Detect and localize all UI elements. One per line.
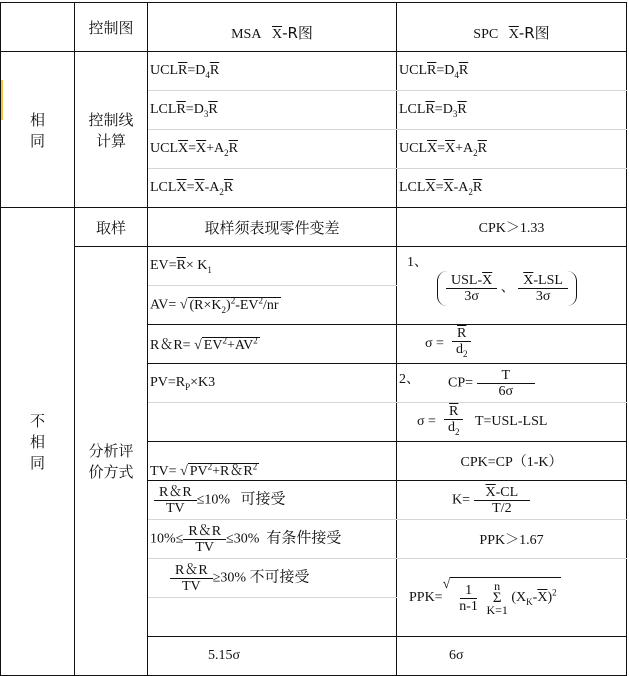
formula-part: 有条件接受 [266,528,342,547]
spc-label: SPC [473,26,499,42]
formula-part: K= [452,492,471,508]
header-spc [397,3,627,52]
msa-criterion-conditional [148,520,397,559]
spc-sigma-2 [397,403,627,442]
formula-part: - [532,590,538,606]
formula-part [183,524,226,555]
formula-part: EV= [150,257,177,273]
formula-part: T=USL-LSL [474,414,548,430]
formula-part: +A [206,140,225,156]
spc-k [397,481,627,520]
formula-part: -LSL [533,273,563,288]
formula-part: 1 [207,264,212,275]
msa-sampling: 取样须表现零件变差 [148,208,397,247]
formula-part: TV [166,500,185,516]
formula-part: $\overline{X}$ [425,179,436,195]
msa-criterion-unacceptable [148,559,397,598]
formula-part: ≥30% [212,570,247,586]
formula-part [202,337,260,353]
spc-cpk: CPK=CP（1-K） [397,442,627,481]
formula-part: =D [434,101,453,117]
formula-part: 2、 [399,371,420,387]
formula-part [486,580,507,616]
formula-part: $\overline{R}$ [444,404,463,420]
msa-lclx [148,169,397,208]
formula-part: 2 [222,335,227,346]
formula-part: $\overline{X}$ [194,179,205,195]
formula-part: d [455,342,463,358]
formula-part: 、 [500,280,515,296]
formula-part [518,273,568,304]
formula-part: $\overline{X}$ [485,484,496,500]
formula-part: /nr [263,297,279,313]
spc-lclr [397,91,627,130]
spc-sigma-1 [397,325,627,364]
formula-part: K=1 [486,603,508,617]
formula-part: T/2 [492,500,512,516]
formula-part: 1、 [407,255,428,270]
formula-part: LCL [150,101,177,117]
r-chart: -R图 [282,23,313,42]
msa-uclx [148,130,397,169]
formula-part: -EV [235,297,259,313]
msa-rr [148,325,397,364]
formula-part: $\overline{X}$ [196,140,207,156]
formula-part: +AV [226,338,254,353]
formula-part: 2 [253,335,258,346]
formula-part: = [435,179,444,195]
xbar: $\overline{X}$ [271,26,283,42]
formula-part: 3 [452,108,458,119]
formula-part: LCL [399,179,426,195]
formula-part: LCL [150,179,177,195]
formula-part: ≤30% [226,531,260,547]
formula-part: 2 [219,186,224,197]
formula-part: UCL [399,140,427,156]
formula-part: √ [442,577,451,592]
formula-part: Σ [492,590,502,606]
spc-ppk-criterion: PPK＞1.67 [397,520,627,559]
formula-part: √ [194,338,202,353]
formula-part: $\overline{X}$ [443,179,454,195]
formula-part: $\overline{R}$ [178,62,188,78]
formula-part: UCL [399,62,427,78]
formula-part: CP= [448,375,474,391]
formula-part: 6σ [498,383,514,399]
formula-part: $\overline{X}$ [482,273,493,288]
msa-uclr [148,52,397,91]
spc-sampling: CPK＞1.33 [397,208,627,247]
formula-part: K [526,597,533,608]
formula-part: $\overline{X}$ [176,179,187,195]
formula-part: ×K3 [190,374,216,390]
formula-part: 2 [230,295,236,306]
r-chart: -R图 [518,23,550,42]
formula-part: d [447,420,455,436]
formula-part: $\overline{R}$ [194,297,204,313]
formula-part: √ [180,464,188,479]
formula-part: 2 [207,461,213,472]
formula-part [446,273,497,304]
msa-lclr [148,91,397,130]
formula-part: 10%≤ [150,531,184,547]
formula-part: 3σ [464,289,479,304]
formula-part: EV [203,338,223,353]
formula-part: PPK= [409,590,443,606]
formula-part: $\overline{R}$ [176,257,186,273]
formula-part: PV=R [150,374,186,390]
formula-part: $\overline{R}$ [458,62,469,78]
formula-part: LCL [399,101,426,117]
formula-part: $\overline{R}$ [208,101,218,117]
msa-criterion-acceptable [148,481,397,520]
formula-part [188,297,281,313]
formula-part: $\overline{X}$ [178,140,189,156]
msa-spc-comparison-table [0,2,627,676]
formula-part: ≤10% [196,492,231,508]
formula-part: $\overline{R}$ [477,140,488,156]
formula-part: ) [226,297,231,313]
msa-av [148,286,397,325]
formula-part: 2 [454,426,460,437]
formula-part [451,342,473,362]
spc-method-1 [397,247,627,325]
formula-part: σ = [425,336,444,352]
formula-part: $\overline{X}$ [427,140,438,156]
formula-part: 2 [221,304,227,315]
formula-part: σ = [417,414,436,430]
formula-part: TV= [150,464,177,479]
formula-part: =D [187,62,206,78]
formula-part [450,577,560,618]
formula-part: ( [189,297,195,313]
msa-label: MSA [231,26,262,42]
formula-part [474,485,531,516]
sampling-label: 取样 [75,208,148,247]
formula-part: = [437,140,446,156]
formula-part: = [188,140,197,156]
formula-part: $\overline{R}$ [425,101,435,117]
formula-part: -A [453,179,469,195]
formula-part: $\overline{R}$ [452,326,471,342]
formula-part: +R＆R [212,464,253,479]
spc-lclx [397,169,627,208]
formula-part: UCL [150,140,178,156]
spc-uclr [397,52,627,91]
control-line-calc-label: 控制线计算 [75,52,148,208]
formula-part: R＆R [183,524,226,540]
formula-part: 2 [462,348,468,359]
formula-part: × K [185,257,208,273]
formula-part: TV [182,578,201,594]
formula-part [477,368,536,399]
formula-part: 2 [552,587,557,598]
formula-part: 2 [224,147,229,158]
msa-pv [148,364,397,403]
formula-part: ) [547,590,553,606]
formula-part: USL- [451,273,483,288]
formula-part: ×K [203,297,222,313]
formula-part: = [186,179,195,195]
formula-part: +A [455,140,474,156]
formula-part: n-1 [459,598,478,614]
formula-part [437,271,577,306]
different-label: 不相同 [1,208,75,676]
formula-part: AV= [150,297,177,313]
formula-part: $\overline{X}$ [523,273,534,288]
formula-part: 可接受 [240,489,286,508]
formula-part: $\overline{R}$ [176,101,186,117]
formula-part: (X [511,590,527,606]
header-corner [1,3,75,52]
formula-part: 不可接受 [249,567,310,586]
spc-cp [397,364,627,403]
formula-part [451,326,473,362]
formula-part: $\overline{R}$ [209,62,220,78]
formula-part: n [494,579,501,593]
formula-part: R＆R= [150,338,191,353]
header-msa [148,3,397,52]
msa-empty-row [148,403,397,442]
analysis-method-label: 分析评价方式 [75,247,148,676]
spc-spread: 6σ [397,637,627,676]
formula-part: 4 [454,69,459,80]
spc-uclx [397,130,627,169]
formula-part: 3σ [535,289,551,304]
xbar: $\overline{X}$ [508,26,519,42]
formula-part: TV [195,539,215,555]
formula-part: -A [204,179,220,195]
formula-part: $\overline{X}$ [445,140,456,156]
formula-part: √ [179,297,188,313]
formula-part: R＆R [170,563,213,579]
formula-part: 2 [473,147,478,158]
header-control-chart: 控制图 [75,3,148,52]
formula-part: $\overline{R}$ [427,62,437,78]
same-label: 相同 [1,52,75,208]
formula-part: =D [185,101,204,117]
msa-tv [148,442,397,481]
formula-part: $\overline{R}$ [457,101,467,117]
formula-part: $\overline{R}$ [228,140,239,156]
formula-part: $\overline{X}$ [537,590,548,606]
formula-part: R＆R [154,485,197,501]
msa-spread: 5.15σ [148,637,397,676]
formula-part: $\overline{R}$ [223,179,234,195]
formula-part [443,404,465,440]
formula-part: PV [189,464,208,479]
formula-part: 4 [205,69,210,80]
formula-part [154,485,197,516]
msa-empty-row [148,598,397,637]
formula-part: 2 [252,461,258,472]
formula-part [443,420,465,440]
formula-part: -CL [495,484,519,500]
formula-part: 3 [203,108,209,119]
header-row [1,3,627,52]
formula-part: P [185,381,191,392]
formula-part: 2 [258,295,264,306]
spc-ppk-formula [397,559,627,637]
formula-part [454,583,483,614]
formula-part [446,273,497,289]
formula-part [188,463,259,479]
msa-ev [148,247,397,286]
formula-part: $\overline{R}$ [472,179,483,195]
formula-part [170,563,213,594]
formula-part [474,485,531,501]
formula-part [518,273,568,289]
formula-part: T [477,368,536,384]
formula-part: UCL [150,62,178,78]
formula-part: 1 [460,583,477,599]
formula-part: 2 [468,186,473,197]
formula-part: =D [436,62,455,78]
